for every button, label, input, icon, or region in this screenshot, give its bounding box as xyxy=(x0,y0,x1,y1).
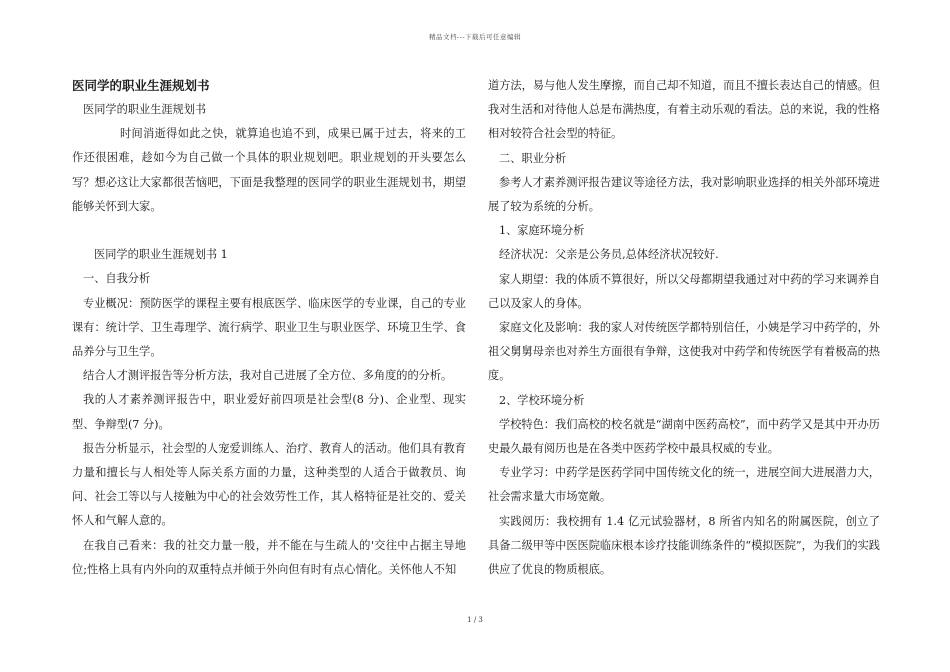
paragraph-school-feature: 学校特色：我们高校的校名就是“湖南中医药高校”，而中药学又是其中开办历史最久最有阅历也是在各类中医药学校中最具权威的专业。 xyxy=(488,417,880,456)
paragraph-economic-status: 经济状况：父亲是公务员,总体经济状况较好. xyxy=(499,248,719,262)
paragraph-test-report: 我的人才素养测评报告中，职业爱好前四项是社会型(8 分)、企业型、现实型、争辩型(7 分)。 xyxy=(72,393,466,431)
document-title: 医同学的职业生涯规划书 xyxy=(72,78,210,93)
paragraph-self-view: 在我自己看来：我的社交力量一般，并不能在与生疏人的'交往中占据主导地位;性格上具有内外向的双重特点并倾于外向但有时有点心情化。关怀他人不知 xyxy=(72,538,466,576)
paragraph-analysis-method: 结合人才测评报告等分析方法，我对自己进展了全方位、多角度的的分析。 xyxy=(83,369,453,383)
paragraph-family-culture: 家庭文化及影响：我的家人对传统医学都特别信任，小姨是学习中药学的，外祖父舅舅母亲也对养生方面很有争辩，这使我对中药学和传统医学有着极高的热度。 xyxy=(488,321,880,383)
paragraph-report-analysis: 报告分析显示，社会型的人宠爱训练人、治疗、教育人的活动。他们具有教育力量和擅长与人相处等人际关系方面的力量，这种类型的人适合于做教员、询问、社会工等以与人接触为中心的社会效劳性工作，其人格特征是社交的、爱关怀人和气解人意的。 xyxy=(72,441,466,528)
page-number: 1 / 3 xyxy=(467,616,483,624)
paragraph-external-environment: 参考人才素养测评报告建议等途径方法，我对影响职业选择的相关外部环境进展了较为系统的分析。 xyxy=(488,175,880,214)
paragraph-family-expectation: 家人期望：我的体质不算很好，所以父母都期望我通过对中药的学习来调养自己以及家人的身体。 xyxy=(488,272,880,310)
spacer xyxy=(72,219,466,243)
subheading-family-environment: 1、家庭环境分析 xyxy=(499,224,585,238)
document-subtitle: 医同学的职业生涯规划书 xyxy=(83,103,207,116)
heading-self-analysis: 一、自我分析 xyxy=(83,272,151,286)
heading-career-analysis: 二、职业分析 xyxy=(499,151,567,165)
paragraph-continuation: 道方法，易与他人发生摩擦，而自己却不知道，而且不擅长表达自己的情感。但我对生活和对待他人总是布满热度，有着主动乐观的看法。总的来说，我的性格相对较符合社会型的特征。 xyxy=(488,79,880,141)
paragraph-major-study: 专业学习：中药学是医药学同中国传统文化的统一，进展空间大进展潜力大，社会需求量大市场宽敞。 xyxy=(488,466,880,504)
left-column xyxy=(72,74,466,582)
subheading-school-environment: 2、学校环境分析 xyxy=(499,393,585,407)
page-header: 精品文档---下载后可任意编辑 xyxy=(428,33,522,41)
right-column xyxy=(488,74,880,582)
intro-paragraph: 时间消逝得如此之快，就算追也追不到，成果已属于过去，将来的工作还很困难，趁如今为自己做一个具体的职业规划吧。职业规划的开头要怎么写？想必这让大家都很苦恼吧，下面是我整理的医同学的职业生涯规划书，期望能够关怀到大家。 xyxy=(72,127,466,213)
paragraph-major-overview: 专业概况：预防医学的课程主要有根底医学、临床医学的专业课，自己的专业课有：统计学、卫生毒理学、流行病学、职业卫生与职业医学、环境卫生学、食品养分与卫生学。 xyxy=(72,296,466,359)
paragraph-practice-experience: 实践阅历：我校拥有 1.4 亿元试验器材，8 所省内知名的附属医院，创立了具备二级甲等中医医院临床根本诊疗技能训练条件的“模拟医院”，为我们的实践供应了优良的物质根底。 xyxy=(488,514,880,577)
section-title: 医同学的职业生涯规划书 1 xyxy=(94,248,228,262)
